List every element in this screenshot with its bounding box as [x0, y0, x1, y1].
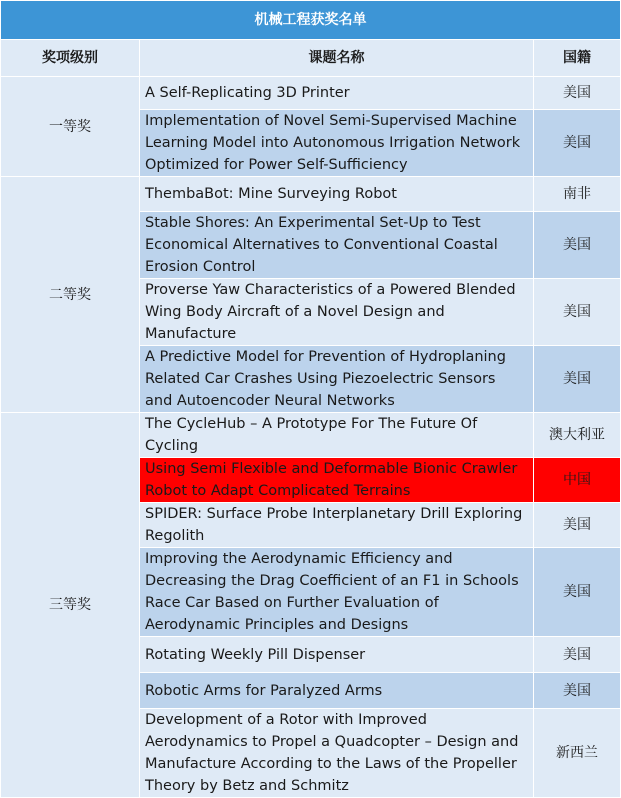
topic-cell: Proverse Yaw Characteristics of a Powered Blended Wing Body Aircraft of a Novel Design and Manufacture [140, 279, 534, 346]
nationality-cell: 澳大利亚 [534, 413, 621, 458]
award-level: 二等奖 [1, 177, 140, 413]
nationality-cell: 美国 [534, 346, 621, 413]
header-topic: 课题名称 [140, 40, 534, 77]
nationality-cell: 美国 [534, 637, 621, 673]
topic-cell: Robotic Arms for Paralyzed Arms [140, 673, 534, 709]
topic-cell: Development of a Rotor with Improved Aerodynamics to Propel a Quadcopter – Design and Manufacture According to the Laws of the Propeller Theory by Betz and Schmitz [140, 709, 534, 798]
nationality-cell: 中国 [534, 458, 621, 503]
header-nationality: 国籍 [534, 40, 621, 77]
table-row [1, 77, 621, 110]
table-row [1, 413, 621, 458]
topic-cell: Implementation of Novel Semi-Supervised Machine Learning Model into Autonomous Irrigation Network Optimized for Power Self-Sufficiency [140, 110, 534, 177]
award-level: 一等奖 [1, 77, 140, 177]
topic-cell: A Predictive Model for Prevention of Hydroplaning Related Car Crashes Using Piezoelectric Sensors and Autoencoder Neural Networks [140, 346, 534, 413]
nationality-cell: 美国 [534, 77, 621, 110]
nationality-cell: 新西兰 [534, 709, 621, 798]
topic-cell: Using Semi Flexible and Deformable Bionic Crawler Robot to Adapt Complicated Terrains [140, 458, 534, 503]
header-row [1, 40, 621, 77]
table-row [1, 177, 621, 212]
title-row [1, 1, 621, 40]
topic-cell: A Self-Replicating 3D Printer [140, 77, 534, 110]
nationality-cell: 美国 [534, 110, 621, 177]
topic-cell: Improving the Aerodynamic Efficiency and Decreasing the Drag Coefficient of an F1 in Schools Race Car Based on Further Evaluation of Aerodynamic Principles and Designs [140, 548, 534, 637]
nationality-cell: 美国 [534, 503, 621, 548]
topic-cell: ThembaBot: Mine Surveying Robot [140, 177, 534, 212]
nationality-cell: 美国 [534, 673, 621, 709]
topic-cell: Rotating Weekly Pill Dispenser [140, 637, 534, 673]
award-level: 三等奖 [1, 413, 140, 798]
header-award: 奖项级别 [1, 40, 140, 77]
topic-cell: The CycleHub – A Prototype For The Future Of Cycling [140, 413, 534, 458]
table-title: 机械工程获奖名单 [1, 1, 621, 40]
topic-cell: Stable Shores: An Experimental Set-Up to Test Economical Alternatives to Conventional Coastal Erosion Control [140, 212, 534, 279]
nationality-cell: 美国 [534, 548, 621, 637]
nationality-cell: 南非 [534, 177, 621, 212]
nationality-cell: 美国 [534, 212, 621, 279]
topic-cell: SPIDER: Surface Probe Interplanetary Drill Exploring Regolith [140, 503, 534, 548]
nationality-cell: 美国 [534, 279, 621, 346]
